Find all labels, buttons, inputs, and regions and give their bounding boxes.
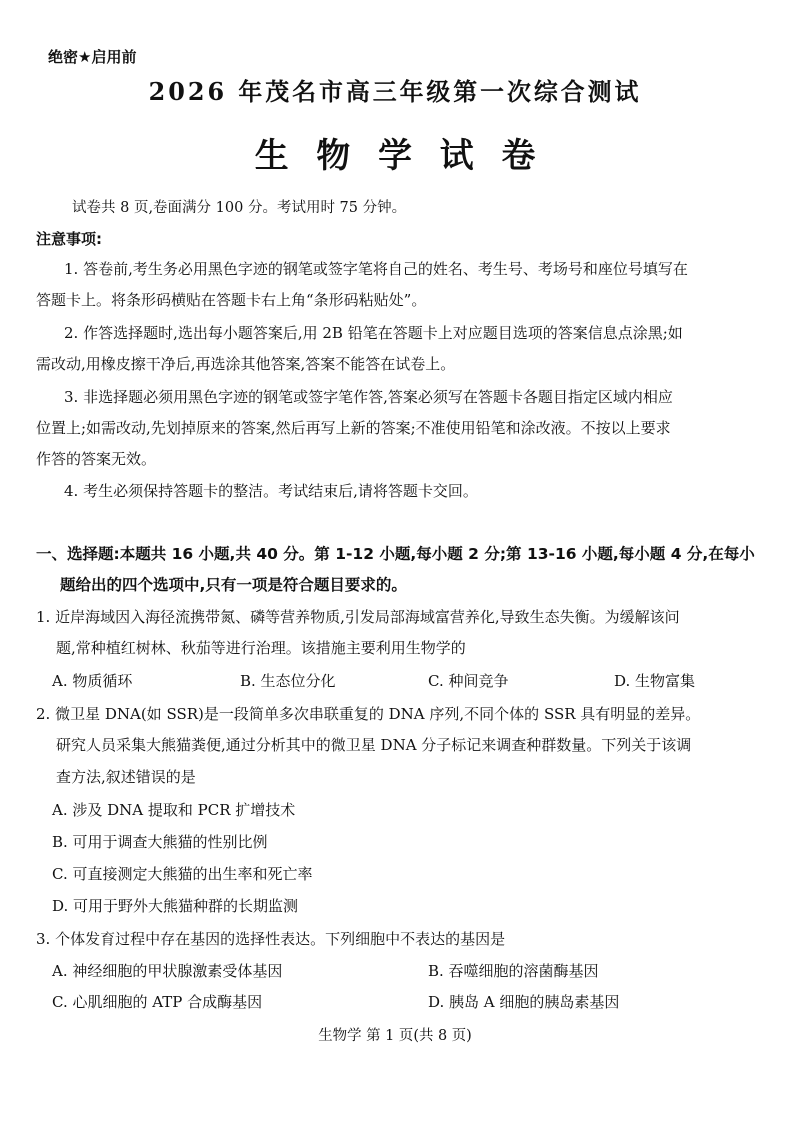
question-3-option-b: B. 吞噬细胞的溶菌酶基因 [428,962,599,980]
question-3-option-d: D. 胰岛 A 细胞的胰岛素基因 [428,993,620,1011]
classified-label: 绝密★启用前 [48,48,137,66]
notes-heading: 注意事项: [36,230,102,248]
note-line: 作答的答案无效。 [36,450,157,468]
question-3-option-a: A. 神经细胞的甲状腺激素受体基因 [52,962,283,980]
section-heading: 题给出的四个选项中,只有一项是符合题目要求的。 [60,576,407,594]
question-3-stem: 3. 个体发育过程中存在基因的选择性表达。下列细胞中不表达的基因是 [36,930,506,948]
question-1-option-d: D. 生物富集 [614,672,696,690]
note-line: 答题卡上。将条形码横贴在答题卡右上角“条形码粘贴处”。 [36,291,427,309]
page-footer: 生物学 第 1 页(共 8 页) [318,1028,472,1044]
question-2-stem: 研究人员采集大熊猫粪便,通过分析其中的微卫星 DNA 分子标记来调查种群数量。下列关于该调 [56,736,692,754]
question-1-option-a: A. 物质循环 [52,672,133,690]
question-2-option-c: C. 可直接测定大熊猫的出生率和死亡率 [52,865,313,883]
note-line: 2. 作答选择题时,选出每小题答案后,用 2B 铅笔在答题卡上对应题目选项的答案信息点涂黑;如 [64,324,683,342]
note-line: 3. 非选择题必须用黑色字迹的钢笔或签字笔作答,答案必须写在答题卡各题目指定区域内相应 [64,388,673,406]
question-1-option-c: C. 种间竞争 [428,672,509,690]
question-2-stem: 2. 微卫星 DNA(如 SSR)是一段简单多次串联重复的 DNA 序列,不同个体的 SSR 具有明显的差异。 [36,705,701,723]
question-1-option-b: B. 生态位分化 [240,672,336,690]
note-line: 4. 考生必须保持答题卡的整洁。考试结束后,请将答题卡交回。 [64,482,478,500]
question-2-stem: 查方法,叙述错误的是 [56,768,196,786]
note-line: 位置上;如需改动,先划掉原来的答案,然后再写上新的答案;不准使用铅笔和涂改液。不按以上要求 [36,419,671,437]
exam-title: 2026 年茂名市高三年级第一次综合测试 [148,77,642,106]
question-2-option-a: A. 涉及 DNA 提取和 PCR 扩增技术 [52,801,296,819]
question-3-option-c: C. 心肌细胞的 ATP 合成酶基因 [52,993,263,1011]
question-1-stem: 1. 近岸海域因入海径流携带氮、磷等营养物质,引发局部海域富营养化,导致生态失衡。为缓解该问 [36,608,680,626]
question-1-stem: 题,常种植红树林、秋茄等进行治理。该措施主要利用生物学的 [56,639,466,657]
exam-info: 试卷共 8 页,卷面满分 100 分。考试用时 75 分钟。 [72,200,407,216]
section-heading: 一、选择题:本题共 16 小题,共 40 分。第 1-12 小题,每小题 2 分;第 13-16 小题,每小题 4 分,在每小 [36,545,755,563]
subject-title: 生物学试卷 [254,136,564,176]
note-line: 需改动,用橡皮擦干净后,再选涂其他答案,答案不能答在试卷上。 [36,355,456,373]
question-2-option-b: B. 可用于调查大熊猫的性别比例 [52,833,268,851]
question-2-option-d: D. 可用于野外大熊猫种群的长期监测 [52,897,299,915]
note-line: 1. 答卷前,考生务必用黑色字迹的钢笔或签字笔将自己的姓名、考生号、考场号和座位号填写在 [64,260,688,278]
